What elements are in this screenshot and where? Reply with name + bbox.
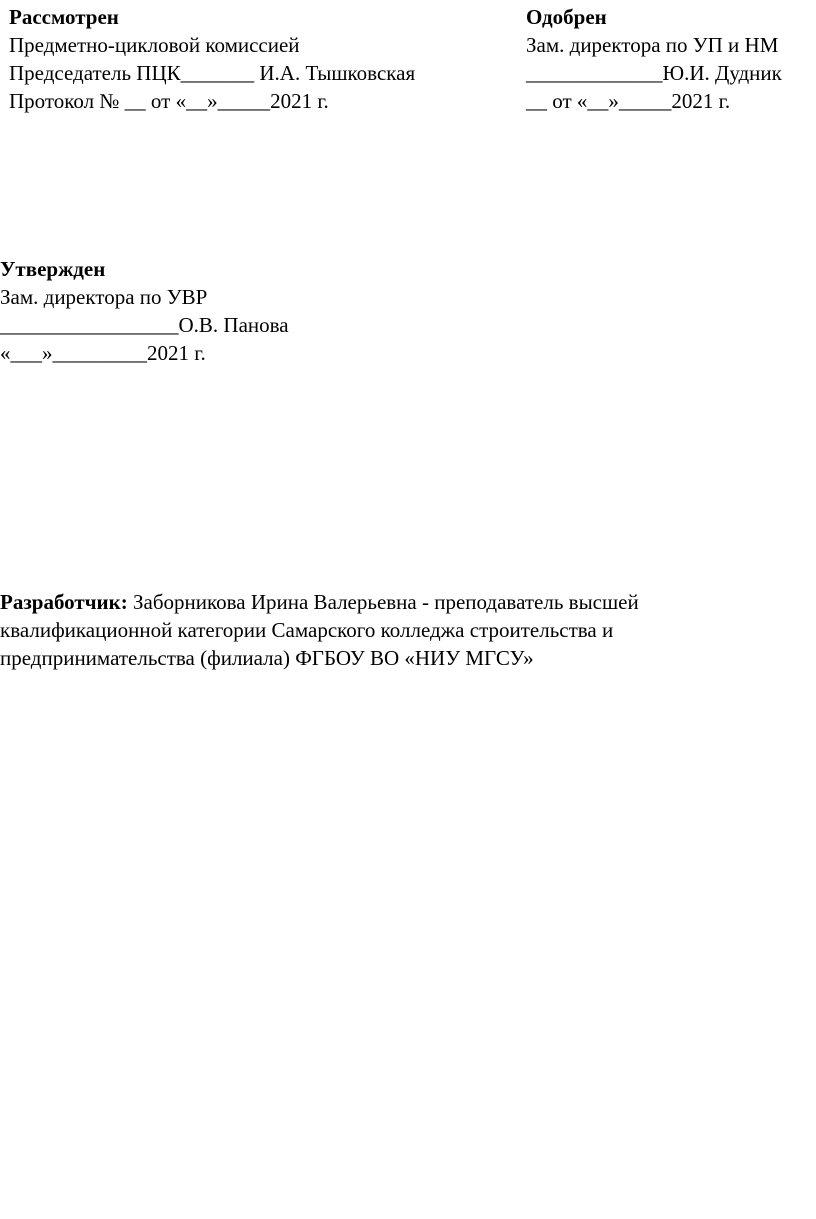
confirmed-date: «___»_________2021 г.: [0, 341, 206, 365]
confirmed-position: Зам. директора по УВР: [0, 285, 208, 309]
reviewed-commission: Предметно-цикловой комиссией: [9, 33, 300, 57]
endorsed-date: __ от «__»_____2021 г.: [526, 89, 731, 113]
reviewed-chairman: Председатель ПЦК_______ И.А. Тышковская: [9, 61, 416, 85]
confirmed-signature: _________________О.В. Панова: [0, 313, 289, 337]
confirmed-heading: Утвержден: [0, 257, 106, 281]
developer-block: [0, 588, 780, 672]
approval-block-reviewed: [9, 3, 415, 115]
approval-block-confirmed: [0, 255, 289, 367]
endorsed-heading: Одобрен: [526, 5, 607, 29]
endorsed-signature: _____________Ю.И. Дудник: [526, 61, 782, 85]
endorsed-position: Зам. директора по УП и НМ: [526, 33, 779, 57]
approval-block-endorsed: [526, 3, 782, 115]
reviewed-heading: Рассмотрен: [9, 5, 119, 29]
developer-label: Разработчик:: [0, 590, 128, 614]
developer-text: Заборникова Ирина Валерьевна - преподаватель высшей квалификационной категории Самарского колледжа строительства и предпринимательства (филиала) ФГБОУ ВО «НИУ МГСУ»: [0, 590, 639, 670]
reviewed-protocol: Протокол № __ от «__»_____2021 г.: [9, 89, 329, 113]
developer-paragraph: [0, 588, 780, 672]
